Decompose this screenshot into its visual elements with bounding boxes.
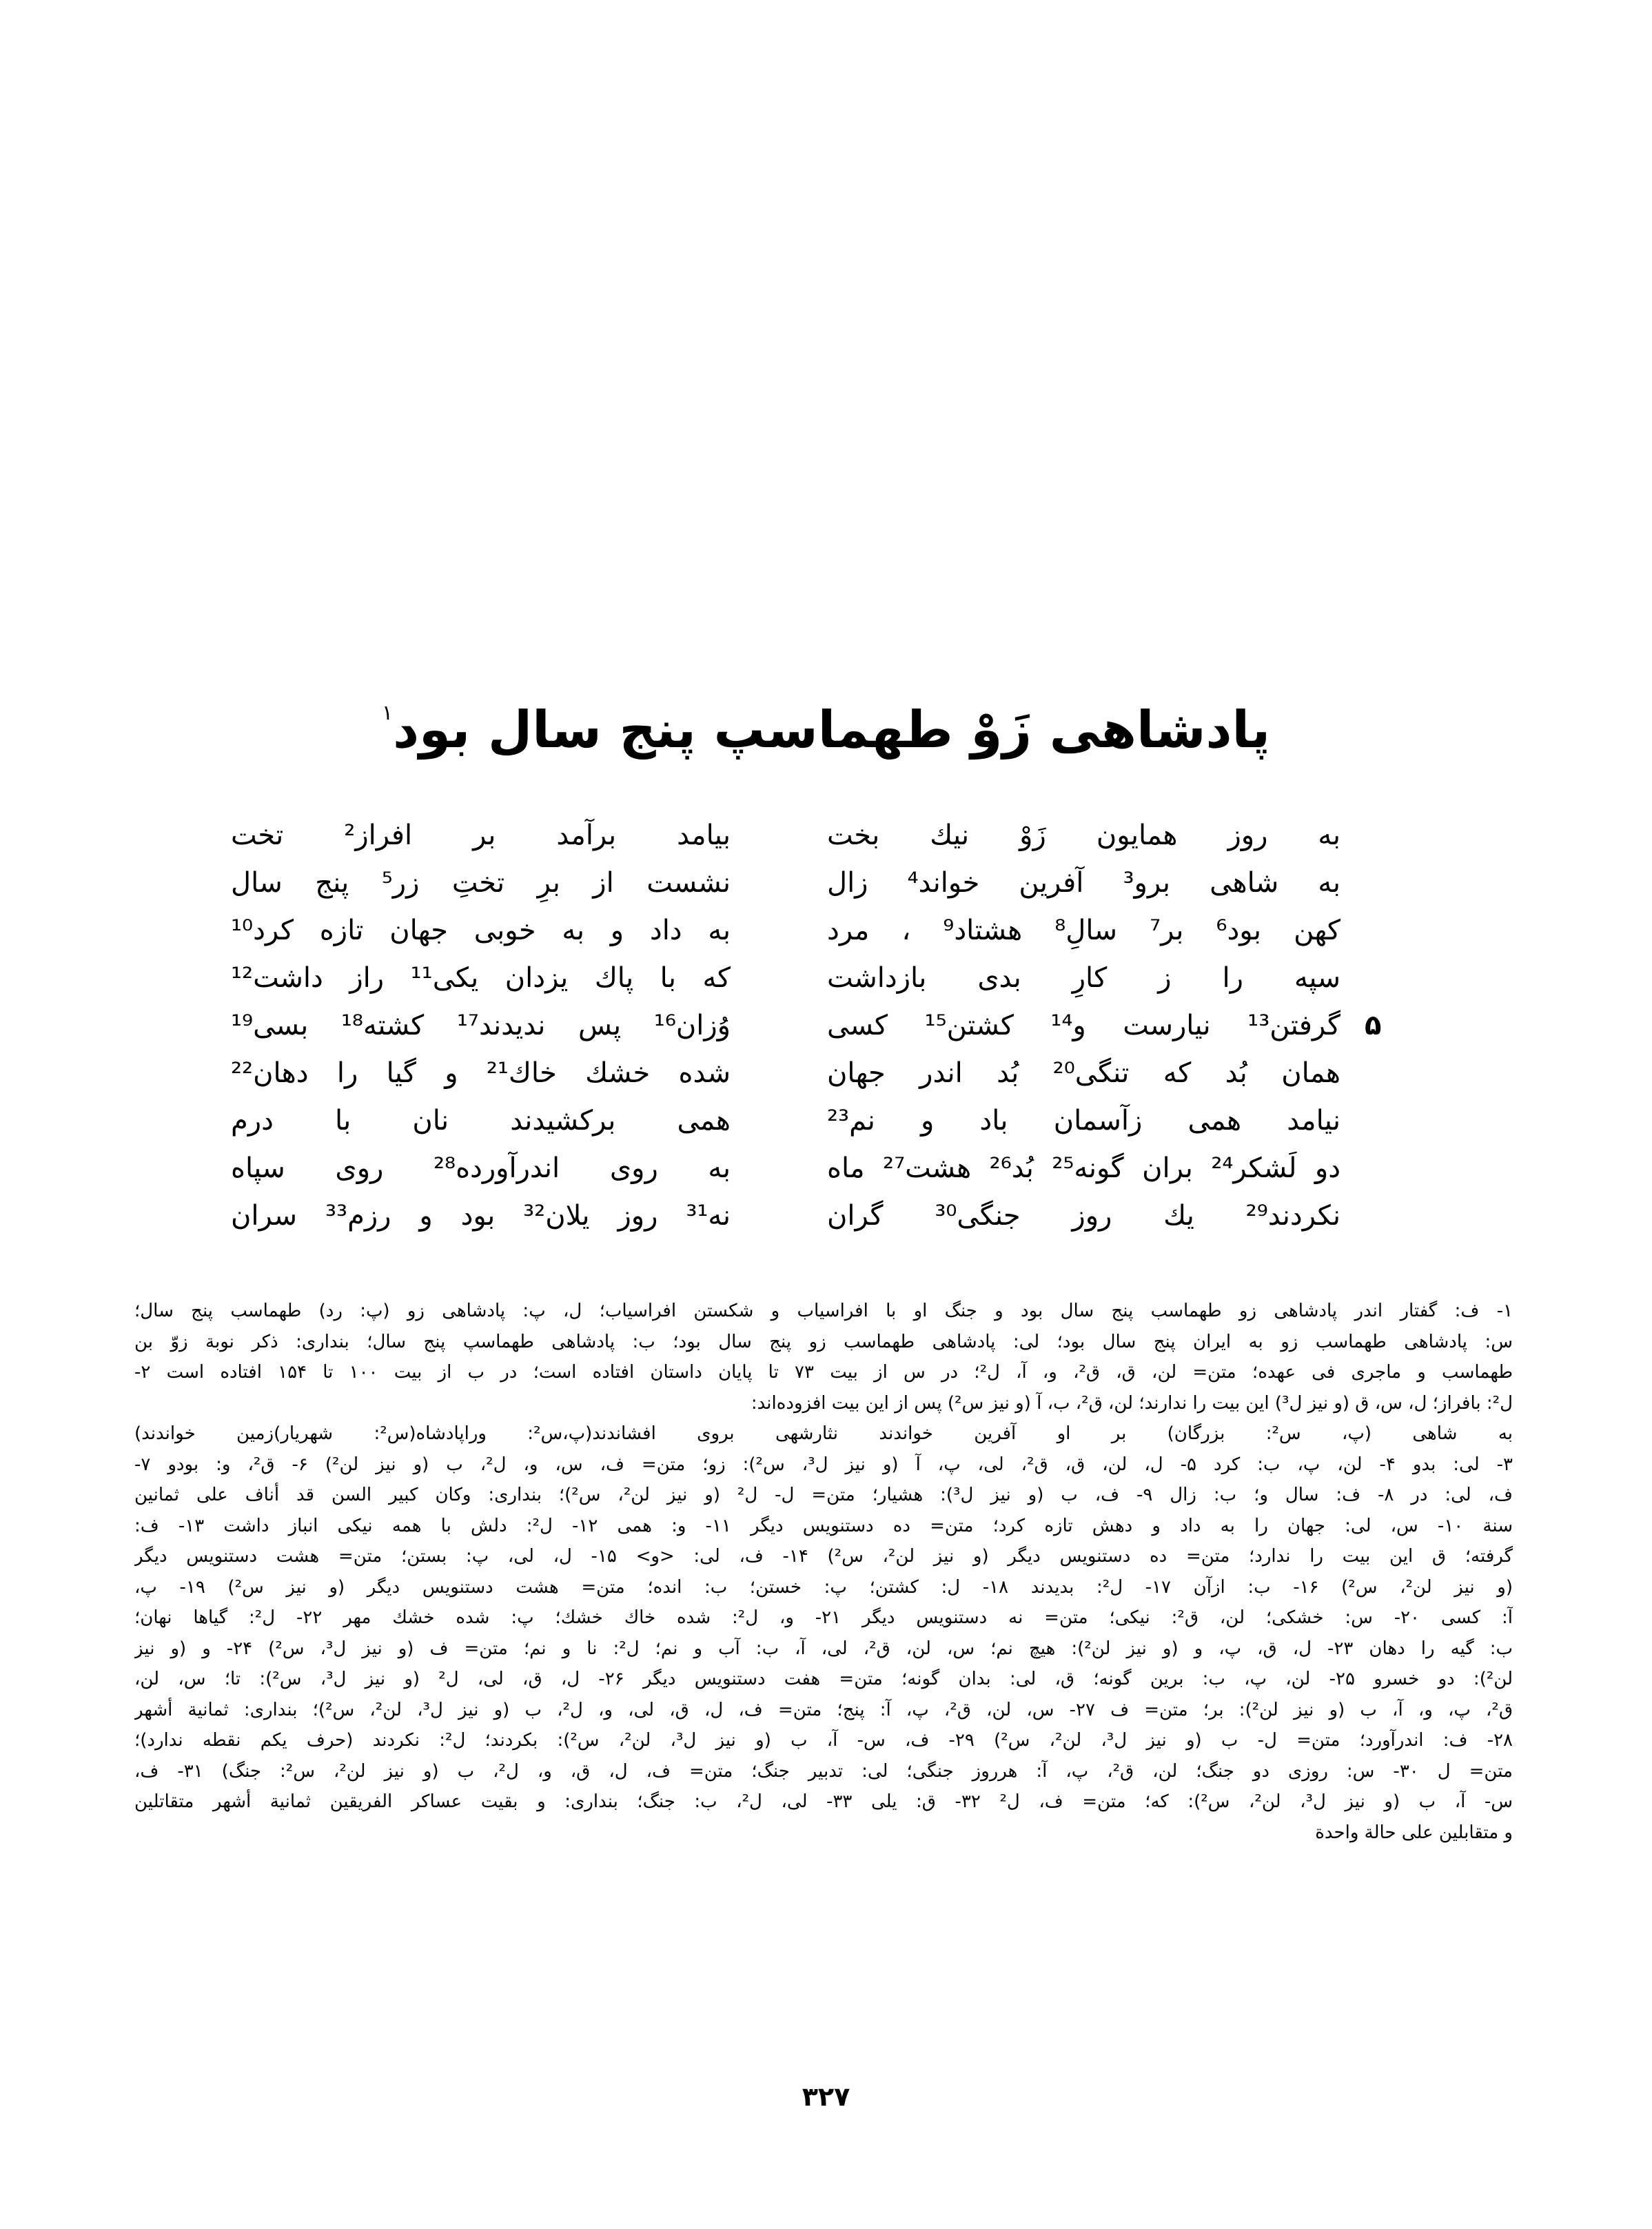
footnote-line: ق²، پ، و، آ، ب (و نیز لن²): بر؛ متن= ف ۲۷- س، لن، ق²، پ، آ: پنج؛ متن= ف، ل، ق، لی، و، ل²، ب (و نیز ل³، لن²، س²)؛ بنداری: ثمانیة أشهر [134,1699,1513,1720]
footnote-line: سنة ۱۰- س، لی: جهان را به داد و دهش تازه کرد؛ متن= ده دستنویس دیگر ۱۱- و: همی ۱۲- ل²: دلش با همه نیکی انباز داشت ۱۳- ف: [134,1515,1513,1536]
verse-row [0,955,1652,1002]
hemistich-second: به داد و به خوبی جهان تازه کرد¹⁰ [231,915,731,946]
footnote-line: ف، لی: در ۸- ف: سال و؛ ب: زال ۹- ف، ب (و نیز ل³): هشیار؛ متن= ل- ل² (و نیز لن²، س²)؛ بنداری: وکان کبیر السن قد أناف علی ثمانین [134,1485,1513,1505]
verse-row [0,1050,1652,1097]
hemistich-second: وُزان¹⁶ پس ندیدند¹⁷ کشته¹⁸ بسی¹⁹ [231,1010,731,1041]
footnote-line: متن= ل ۳۰- س: روزی دو جنگ؛ لن، ق²، پ، آ: هرروز جنگی؛ لی: تدبیر جنگ؛ متن= ف، ل، ق، و، ل²، ب (و نیز لن²، س²: جنگ) ۳۱- ف، [134,1760,1513,1782]
hemistich-first: به شاهی برو³ آفرین خواند⁴ زال [827,867,1340,899]
footnote-line: س- آ، ب (و نیز ل³، لن²، س²): که؛ متن= ف، ل² ۳۲- ق: یلی ۳۳- لی، ل²، ب: جنگ؛ بنداری: و بقیت عساکر الفریقین ثمانیة أشهر متقاتلین [134,1791,1513,1812]
hemistich-second: نشست از برِ تختِ زر⁵ پنج سال [231,867,731,899]
footnote-line: ل²: بافراز؛ ل، س، ق (و نیز ل³) این بیت را ندارند؛ لن، ق²، ب، آ (و نیز س²) پس از این بیت افزوده‌اند: [751,1392,1513,1414]
footnote-line: ۳- لی: بدو ۴- لن، پ، ب: کرد ۵- ل، لن، ق، ق²، لی، پ، آ (و نیز ل³، س²): زو؛ متن= ف، س، و، ل²، ب (و نیز لن²) ۶- ق²، و: بودو ۷- [134,1454,1513,1475]
hemistich-first: نیامد همی زآسمان باد و نم²³ [827,1105,1340,1137]
hemistich-second: بیامد برآمد بر افراز² تخت [231,820,731,851]
verse-row [0,812,1652,859]
verse-row [0,907,1652,955]
verse-row [0,1192,1652,1240]
verse-row [0,1145,1652,1192]
footnote-line: و متقابلین علی حالة واحدة [1315,1822,1513,1843]
footnote-line: ب: گیه را دهان ۲۳- ل، ق، پ، و (و نیز لن²): هیچ نم؛ س، لن، ق²، لی، آ، ب: آب و نم؛ ل²: نا و نم؛ متن= ف (و نیز ل³، س²) ۲۴- و (و نیز [134,1638,1513,1659]
hemistich-first: نکردند²⁹ یك روز جنگی³⁰ گران [827,1200,1340,1232]
footnote-line: ۲۸- ف: اندرآورد؛ متن= ل- ب (و نیز ل³، لن²، س²) ۲۹- ف، س- آ، ب (و نیز ل³، لن²، س²): بکردند؛ ل²: نکردند (حرف یکم نقطه ندارد)؛ [134,1730,1513,1751]
page-title [0,679,1652,764]
hemistich-first: کهن بود⁶ بر⁷ سالِ⁸ هشتاد⁹ ، مرد [827,915,1341,946]
page-number: ۳۲۷ [802,2082,850,2112]
hemistich-first: گرفتن¹³ نیارست و¹⁴ کشتن¹⁵ کسی [827,1010,1340,1041]
verse-row [0,859,1652,907]
footnotes [134,1296,1513,1848]
footnote-line: (و نیز لن²، س²) ۱۶- ب: ازآن ۱۷- ل²: بدیدند ۱۸- ل: کشتن؛ پ: خستن؛ ب: انده؛ متن= هشت دستنویس دیگر (و نیز س²) ۱۹- پ، [134,1576,1513,1598]
footnote-line: س: پادشاهی طهماسب زو به ایران پنج سال بود؛ لی: پادشاهی طهماسب زو پنج سال بود؛ ب: پادشاهی طهماسپ پنج سال؛ بنداری: ذکر نوبة زوّ بن [134,1331,1513,1352]
hemistich-first: سپه را ز کارِ بدی بازداشت [827,962,1340,994]
footnote-line: ۱- ف: گفتار اندر پادشاهی زو طهماسب پنج سال بود و جنگ او با افراسیاب و شکستن افراسیاب؛ ل، پ: پادشاهی زو (پ: رد) طهماسب پنج سال؛ [134,1301,1513,1321]
hemistich-second: نه³¹ روز یلان³² بود و رزم³³ سران [231,1200,731,1232]
title-footnote-ref: ۱ [381,701,394,725]
footnote-quoted-verse: به شاهی (پ، س²: بزرگان) بر او آفرین خواندند نثارشهی بروی افشاندند(پ،س²: وراپادشاه(س²: شهریار)زمین خواندند) [134,1423,1513,1444]
verse-number: ۵ [1365,1010,1382,1041]
hemistich-second: که با پاك یزدان یکی¹¹ راز داشت¹² [231,962,731,994]
footnote-line: لن²): دو خسرو ۲۵- لن، پ، ب: برین گونه؛ ق، لی: بدان گونه؛ متن= هفت دستنویس دیگر ۲۶- ل، ق، لی، ل² (و نیز ل³، س²): تا؛ س، لن، [134,1669,1513,1689]
hemistich-first: دو لَشکر²⁴ بران گونه²⁵ بُد²⁶ هشت²⁷ ماه [827,1152,1341,1184]
hemistich-second: همی برکشیدند نان با درم [231,1105,731,1137]
hemistich-first: به روز همایون زَوْ نیك بخت [827,820,1340,851]
footnote-line: گرفته؛ ق این بیت را ندارد؛ متن= ده دستنویس دیگر (و نیز لن²، س²) ۱۴- ف، لی: <و> ۱۵- ل، لی، پ: بستن؛ متن= هشت دستنویس دیگر [134,1546,1513,1567]
footnote-line: آ: کسی ۲۰- س: خشکی؛ لن، ق²: نیکی؛ متن= نه دستنویس دیگر ۲۱- و، ل²: شده خاك خشك؛ پ: شده خشك مهر ۲۲- ل²: گیاها نهان؛ [134,1607,1513,1628]
verse-row [0,1097,1652,1145]
verse-row [0,1002,1652,1050]
hemistich-second: شده خشك خاك²¹ و گیا را دهان²² [231,1057,731,1089]
page-title-text: پادشاهی زَوْ طهماسپ پنج سال بود [393,700,1271,760]
hemistich-first: همان بُد که تنگی²⁰ بُد اندر جهان [827,1057,1340,1089]
hemistich-second: به روی اندرآورده²⁸ روی سپاه [231,1152,731,1184]
footnote-line: طهماسب و ماجری فی عهده؛ متن= لن، ق، ق²، و، آ، ل²؛ در س از بیت ۷۳ تا پایان داستان افتاده است؛ در ب از بیت ۱۰۰ تا ۱۵۴ افتاده است ۲- [134,1362,1513,1383]
